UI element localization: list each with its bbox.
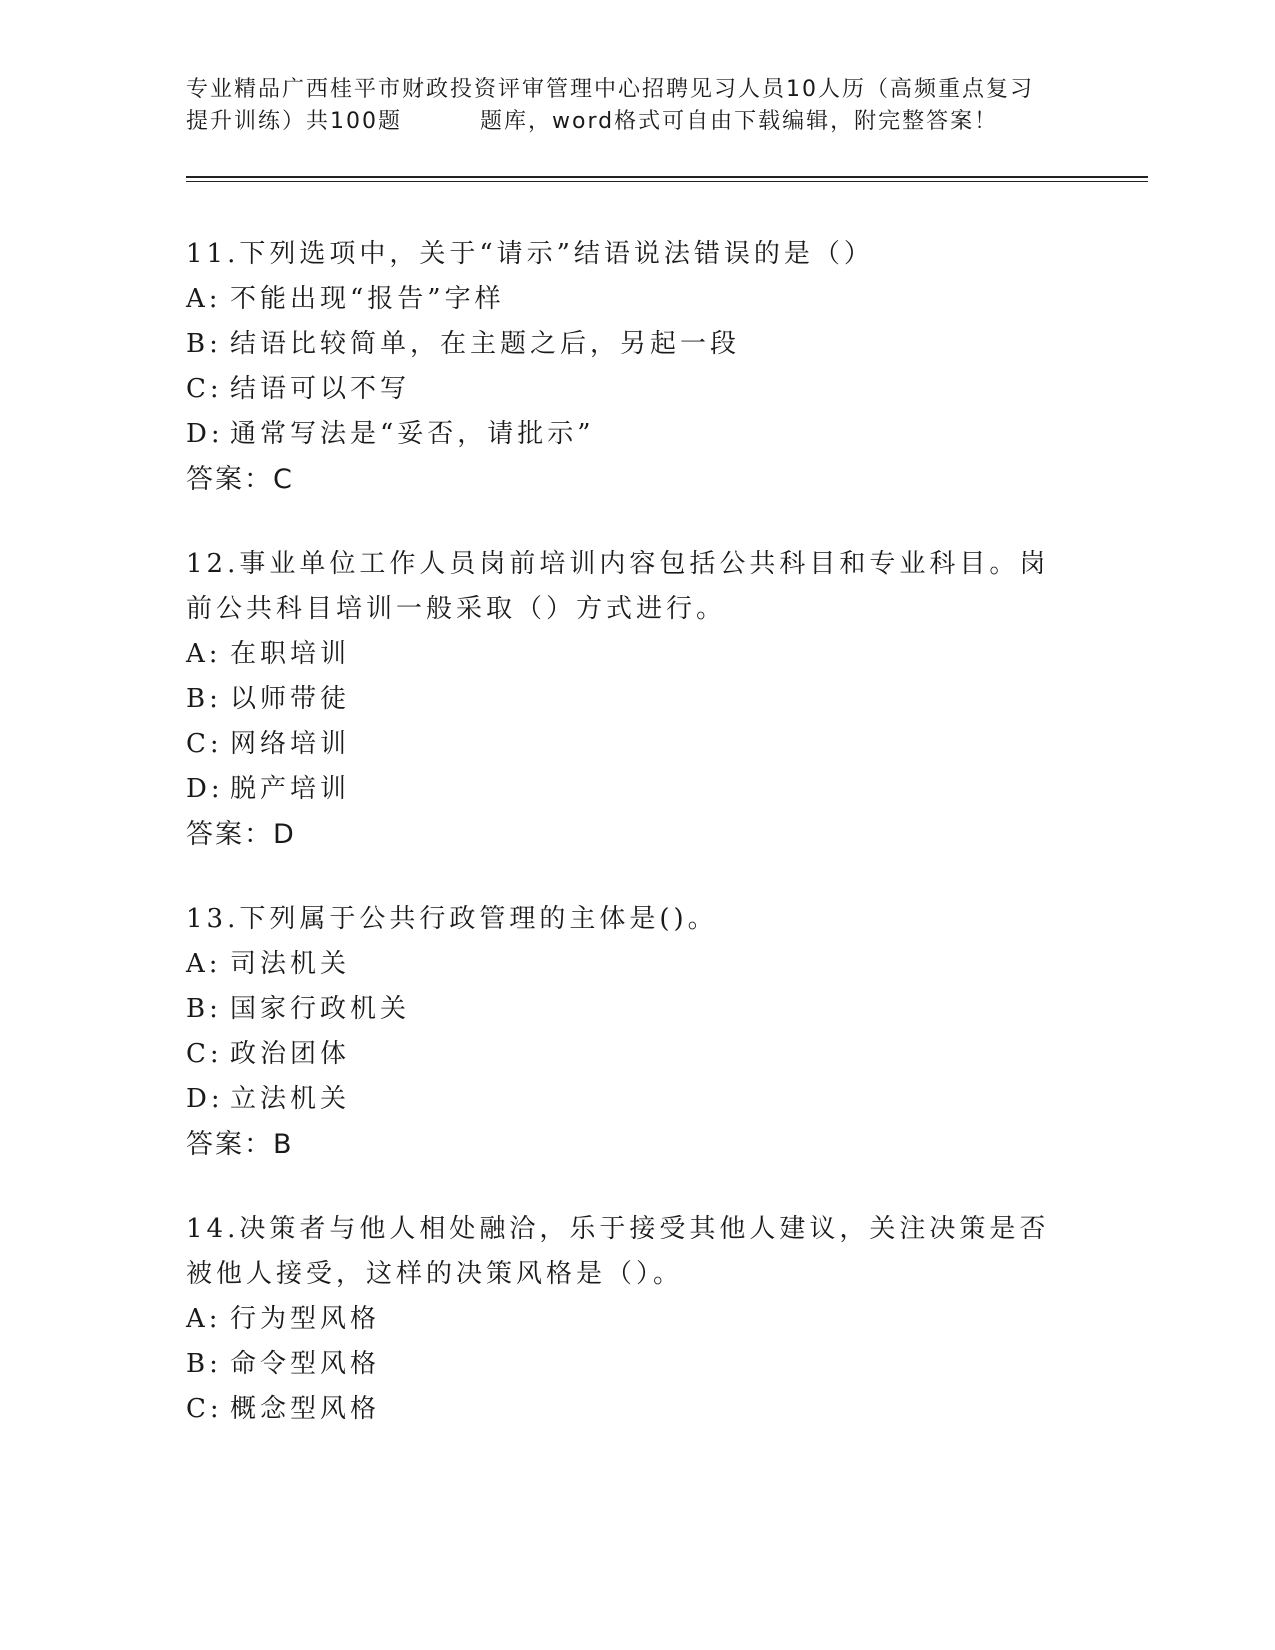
option-c [186,1032,1086,1077]
option-letter: A: [186,949,222,979]
option-letter: D: [186,419,224,449]
option-letter: A: [186,639,222,669]
option-a [186,942,1086,987]
option-letter: B: [186,684,222,714]
option-text: 通常写法是“妥否，请批示” [230,419,595,449]
header-line-2-part-1: 提升训练）共100题 [186,109,402,134]
document-header [186,74,1086,138]
header-line-1: 专业精品广西桂平市财政投资评审管理中心招聘见习人员10人历（高频重点复习 [186,77,1034,102]
option-letter: D: [186,774,224,804]
option-a [186,632,1086,677]
question-text: 12.事业单位工作人员岗前培训内容包括公共科目和专业科目。岗前公共科目培训一般采取（）方式进行。 [186,549,1050,624]
header-line-2-part-2: 题库，word格式可自由下载编辑，附完整答案！ [480,109,999,134]
option-b [186,322,1086,367]
option-text: 脱产培训 [230,774,351,804]
option-letter: A: [186,284,222,314]
option-text: 立法机关 [230,1084,351,1114]
option-text: 命令型风格 [230,1349,381,1379]
option-letter: B: [186,329,222,359]
option-letter: B: [186,994,222,1024]
option-letter: A: [186,1304,222,1334]
question-list [186,232,1086,1472]
option-letter: C: [186,1039,223,1069]
option-d [186,1077,1086,1122]
header-line-2 [186,106,1086,138]
question-13 [186,897,1086,1167]
option-d [186,412,1086,457]
option-c [186,1387,1086,1432]
option-text: 不能出现“报告”字样 [230,284,505,314]
option-text: 结语可以不写 [230,374,411,404]
option-c [186,722,1086,767]
answer-line: 答案：C [186,464,294,495]
option-b [186,1342,1086,1387]
option-text: 网络培训 [230,729,351,759]
header-divider-thick [186,176,1148,178]
option-text: 国家行政机关 [230,994,411,1024]
option-letter: B: [186,1349,222,1379]
option-text: 行为型风格 [230,1304,381,1334]
question-text: 13.下列属于公共行政管理的主体是()。 [186,904,718,934]
option-text: 司法机关 [230,949,351,979]
option-a [186,1297,1086,1342]
option-letter: C: [186,1394,223,1424]
answer-line: 答案：D [186,819,296,850]
question-11 [186,232,1086,502]
option-text: 以师带徒 [230,684,351,714]
question-text: 11.下列选项中，关于“请示”结语说法错误的是（） [186,239,874,269]
option-text: 结语比较简单，在主题之后，另起一段 [230,329,741,359]
option-letter: C: [186,729,223,759]
option-d [186,767,1086,812]
answer-line: 答案：B [186,1129,294,1160]
question-14 [186,1207,1086,1432]
option-letter: D: [186,1084,224,1114]
header-divider-thin [186,181,1148,182]
option-a [186,277,1086,322]
option-b [186,677,1086,722]
question-12 [186,542,1086,857]
option-text: 在职培训 [230,639,351,669]
option-b [186,987,1086,1032]
option-text: 政治团体 [230,1039,351,1069]
option-c [186,367,1086,412]
option-text: 概念型风格 [230,1394,381,1424]
question-text: 14.决策者与他人相处融洽，乐于接受其他人建议，关注决策是否被他人接受，这样的决策风格是（）。 [186,1214,1050,1289]
option-letter: C: [186,374,223,404]
